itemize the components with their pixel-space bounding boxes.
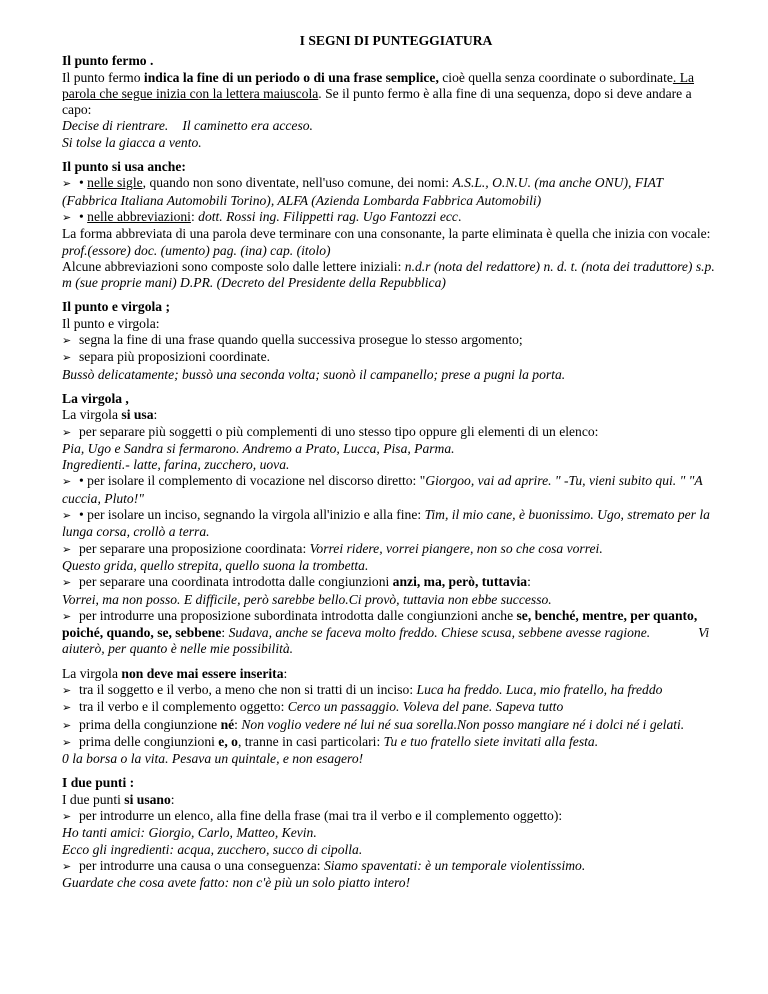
text: La virgola [62, 407, 122, 423]
bold-text: anzi, ma, però, tuttavia [392, 574, 528, 590]
list-item [62, 507, 718, 541]
underlined-text: . La parola che segue inizia con la lettera maiuscola [62, 69, 695, 101]
example-text: dott. Rossi ing. Filippetti rag. Ugo Fantozzi ecc [198, 208, 458, 224]
list-item [62, 858, 718, 875]
example-text: Siamo spaventati: è un temporale violentissimo. [323, 857, 586, 873]
text: Alcune abbreviazioni sono composte solo dalle lettere iniziali: [62, 258, 405, 274]
arrow-bullet-icon: ➢ [62, 334, 72, 348]
example: Ho tanti amici: Giorgio, Carlo, Matteo, Kevin. [62, 825, 317, 841]
text: • [79, 175, 88, 191]
text: prima della congiunzione [79, 716, 221, 732]
heading-due-punti: I due punti : [62, 775, 135, 791]
arrow-bullet-icon: ➢ [62, 576, 72, 590]
arrow-bullet-icon: ➢ [62, 859, 72, 873]
example-text: Luca ha freddo. Luca, mio fratello, ha freddo [416, 681, 663, 697]
bold-text: e, o [218, 733, 238, 749]
text: : [190, 208, 199, 224]
text: segna la fine di una frase quando quella successiva prosegue lo stesso argomento; [79, 332, 523, 348]
example: Si tolse la giacca a vento. [62, 134, 202, 150]
list-item [62, 808, 718, 825]
text: • per isolare un inciso, segnando la virgola all'inizio e alla fine: [79, 507, 425, 523]
text: cioè quella senza coordinate o subordinate [438, 69, 673, 85]
list-item [62, 349, 718, 366]
arrow-bullet-icon: ➢ [62, 475, 72, 489]
text: : [221, 625, 229, 641]
text: : [153, 407, 158, 423]
text: separa più proposizioni coordinate. [79, 349, 271, 365]
list-item [62, 473, 718, 507]
example: Ingredienti.- latte, farina, zucchero, uova. [62, 457, 290, 473]
bold-text: se, benché, mentre, per quanto, poiché, quando, se, sebbene [62, 607, 698, 641]
example: Ecco gli ingredienti: acqua, zucchero, succo di cipolla. [62, 841, 363, 857]
example: Pia, Ugo e Sandra si fermarono. Andremo a Prato, Lucca, Pisa, Parma. [62, 440, 455, 456]
paragraph [62, 792, 718, 808]
text: tra il verbo e il complemento oggetto: [79, 699, 288, 715]
example-text: prof.(essore) doc. (umento) pag. (ina) cap. (itolo) [62, 242, 331, 258]
list-item [62, 717, 718, 734]
example: Questo grida, quello strepita, quello suona la trombetta. [62, 557, 369, 573]
list-item [62, 209, 718, 226]
text: , tranne in casi particolari: [237, 733, 384, 749]
text: : [170, 791, 175, 807]
heading-punto-fermo: Il punto fermo . [62, 53, 154, 69]
example-text: Sudava, anche se faceva molto freddo. Chiese scusa, sebbene avesse ragione. [228, 625, 651, 641]
bold-text: si usano [124, 791, 171, 807]
section-punto-anche [62, 159, 718, 291]
paragraph [62, 226, 718, 259]
bold-text: non deve mai essere inserita [121, 665, 284, 681]
paragraph [62, 70, 718, 119]
arrow-bullet-icon: ➢ [62, 509, 72, 523]
text: : [283, 665, 288, 681]
section-virgola [62, 391, 718, 658]
text: . [457, 208, 462, 224]
text: I due punti [62, 791, 125, 807]
page-title: I SEGNI DI PUNTEGGIATURA [299, 33, 493, 48]
arrow-bullet-icon: ➢ [62, 701, 72, 715]
example [62, 118, 718, 134]
example-text: Tu e tuo fratello siete invitati alla festa. [383, 733, 599, 749]
list-item [62, 424, 718, 441]
text: prima delle congiunzioni [79, 733, 219, 749]
section-punto-fermo [62, 53, 718, 151]
example-text: n.d.r (nota del redattore) n. d. t. (nota dei traduttore) s.p. m (sue proprie mani) D.PR. (Decreto del Presidente della Repubblica) [62, 258, 715, 291]
arrow-bullet-icon: ➢ [62, 542, 72, 556]
bold-text: si usa [121, 407, 154, 423]
heading-punto-anche: Il punto si usa anche: [62, 159, 186, 175]
underlined-text: nelle abbreviazioni [87, 208, 191, 224]
section-punto-virgola [62, 299, 718, 382]
example: Guardate che cosa avete fatto: non c'è più un solo piatto intero! [62, 875, 411, 891]
example: 0 la borsa o la vita. Pesava un quintale, e non esagero! [62, 751, 364, 767]
text: per introdurre un elenco, alla fine della frase (mai tra il verbo e il complemento oggetto): [79, 808, 563, 824]
section-virgola-non [62, 666, 718, 768]
example-text: Il caminetto era acceso. [182, 118, 313, 134]
arrow-bullet-icon: ➢ [62, 683, 72, 697]
list-item [62, 699, 718, 716]
text: Il punto fermo [62, 69, 144, 85]
list-item [62, 734, 718, 751]
text: La forma abbreviata di una parola deve terminare con una consonante, la parte eliminata è quella che inizia con vocale: [62, 226, 711, 242]
list-item [62, 608, 718, 658]
example-text: Decise di rientrare. [62, 118, 169, 134]
example-text: Cerco un passaggio. Voleva del pane. Sapeva tutto [287, 699, 564, 715]
list-item [62, 175, 718, 209]
text: per introdurre una proposizione subordinata introdotta dalle congiunzioni anche [79, 607, 517, 623]
example-text: Vi aiuterò, per quanto è nelle mie possibilità. [62, 625, 710, 657]
example-text: Non voglio vedere né lui né sua sorella.Non posso mangiare né i dolci né i gelati. [241, 716, 685, 732]
arrow-bullet-icon: ➢ [62, 609, 72, 623]
text: , quando non sono diventate, nell'uso comune, dei nomi: [142, 175, 453, 191]
list-item [62, 682, 718, 699]
bold-text: indica la fine di un periodo o di una frase semplice, [143, 69, 439, 85]
list-item [62, 541, 718, 558]
list-item [62, 332, 718, 349]
arrow-bullet-icon: ➢ [62, 810, 72, 824]
arrow-bullet-icon: ➢ [62, 735, 72, 749]
text: . Se il punto fermo è alla fine di una sequenza, dopo si deve andare a capo: [62, 85, 692, 118]
list-item [62, 574, 718, 591]
text: : [234, 716, 242, 732]
paragraph: Il punto e virgola: [62, 315, 160, 331]
example-text: Giorgoo, vai ad aprire. " -Tu, vieni subito qui. " "A cuccia, Pluto!" [62, 473, 703, 506]
section-due-punti [62, 775, 718, 891]
example: Vorrei, ma non posso. E difficile, però sarebbe bello.Ci provò, tuttavia non ebbe successo. [62, 591, 552, 607]
arrow-bullet-icon: ➢ [62, 210, 72, 224]
example-text: A.S.L., O.N.U. (ma anche ONU), FIAT (Fabbrica Italiana Automobili Torino), ALFA (Azienda Lombarda Fabbrica Automobili) [62, 175, 663, 208]
heading-virgola: La virgola , [62, 390, 129, 406]
paragraph [62, 407, 718, 423]
example-text: Tim, il mio cane, è buonissimo. Ugo, stremato per la lunga corsa, crollò a terra. [62, 507, 710, 540]
text: • [79, 208, 88, 224]
example-text: Vorrei ridere, vorrei piangere, non so che cosa vorrei. [309, 540, 603, 556]
text: • per isolare il complemento di vocazione nel discorso diretto: " [79, 473, 426, 489]
arrow-bullet-icon: ➢ [62, 177, 72, 191]
arrow-bullet-icon: ➢ [62, 718, 72, 732]
bold-text: né [220, 716, 235, 732]
text: tra il soggetto e il verbo, a meno che non si tratti di un inciso: [79, 681, 417, 697]
paragraph [62, 259, 718, 292]
text: per separare una proposizione coordinata: [79, 540, 310, 556]
arrow-bullet-icon: ➢ [62, 351, 72, 365]
underlined-text: nelle sigle [87, 175, 143, 191]
paragraph [62, 666, 718, 682]
text: per separare una coordinata introdotta dalle congiunzioni [79, 574, 393, 590]
text: per separare più soggetti o più complementi di uno stesso tipo oppure gli elementi di un elenco: [79, 423, 599, 439]
arrow-bullet-icon: ➢ [62, 425, 72, 439]
text: : [527, 574, 531, 590]
text: La virgola [62, 665, 122, 681]
example: Bussò delicatamente; bussò una seconda volta; suonò il campanello; prese a pugni la porta. [62, 366, 566, 382]
heading-punto-virgola: Il punto e virgola ; [62, 299, 170, 315]
text: per introdurre una causa o una conseguenza: [79, 857, 324, 873]
